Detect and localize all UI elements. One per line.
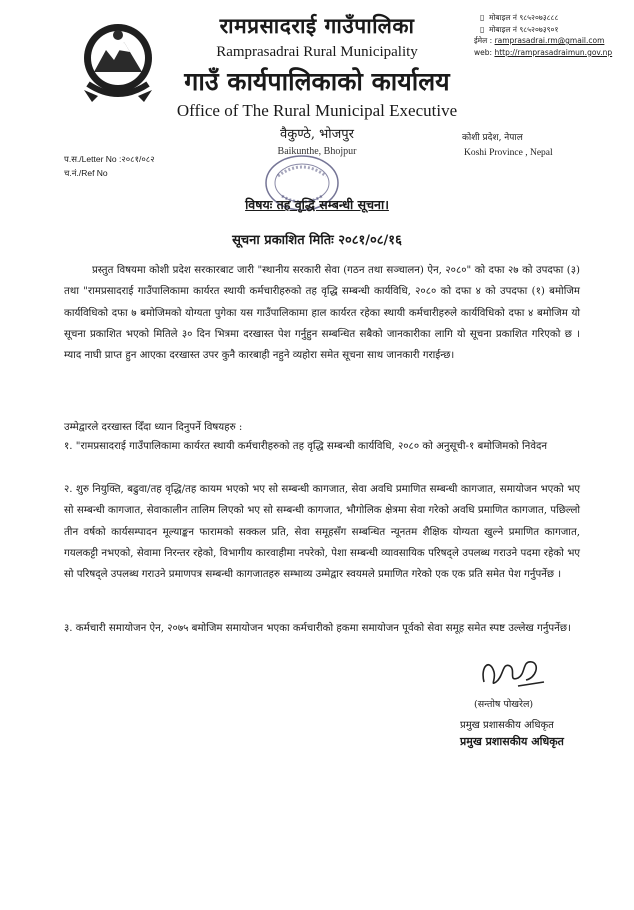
point-1: १. "रामप्रसादराई गाउँपालिकामा कार्यरत स्थायी कर्मचारीहरुको तह वृद्धि सम्बन्धी कार्यविधि, २०८० को अनुसूची-१ बमोजिमको निवेदन: [64, 441, 548, 452]
municipality-name-nepali: रामप्रसादराई गाउँपालिका: [219, 13, 415, 38]
notice-body: [64, 260, 580, 366]
location-english: Baikunthe, Bhojpur: [277, 146, 357, 157]
points-heading: उम्मेद्वारले दरखास्त दिँदा ध्यान दिनुपर्ने विषयहरु :: [64, 422, 243, 433]
email-line: ईमेल : ramprasadrai.rm@gmail.com: [474, 36, 605, 45]
office-name-nepali: गाउँ कार्यपालिकाको कार्यालय: [184, 67, 450, 96]
reference-block: [64, 152, 155, 180]
office-name-english: Office of The Rural Municipal Executive: [176, 101, 458, 120]
web-line: web: http://ramprasadraimun.gov.np: [474, 47, 613, 57]
municipality-name-english: Ramprasadrai Rural Municipality: [216, 44, 418, 60]
phone-icon: ▯: [480, 13, 485, 22]
signatory-title: प्रमुख प्रशासकीय अधिकृत: [460, 720, 554, 731]
mobile-line-1: ▯ मोबाइल नं ९८५२०७३८८८: [480, 13, 559, 22]
point-3: ३. कर्मचारी समायोजन ऐन, २०७५ बमोजिम समायोजन भएका कर्मचारीको हकमा समायोजन पूर्वको सेवा समूह समेत स्पष्ट उल्लेख गर्नुपर्नेछ।: [64, 623, 571, 634]
web-link[interactable]: http://ramprasadraimun.gov.np: [494, 47, 613, 57]
contact-block: [474, 12, 613, 58]
signature: [478, 652, 548, 694]
point-2: २. शुरु नियुक्ति, बढुवा/तह वृद्धि/तह कायम भएको भए सो सम्बन्धी कागजात, सेवा अवधि प्रमाणित सम्बन्धी कागजात, समायोजन भएको भए सो सम्बन्धी कागजात, सेवाकालीन तालिम लिएको भए सो सम्बन्धी कागजात, भौगोलिक क्षेत्रमा सेवा गरेको अवधि प्रमाणित कागजात, पछिल्लो तीन वर्षको कार्यसम्पादन मूल्याङ्कन फारामको सक्कल प्रति, सेवा समूहसँग सम्बन्धित न्यूनतम शैक्षिक योग्यता खुल्ने प्रमाणित कागजात, गयलकट्टी नभएको, सेवामा निरन्तर रहेको, विभागीय कारवाहीमा नपरेको, पेशा सम्बन्धी व्यावसायिक परिषद्ले उपलब्ध गराउने पदमा रहेको भए सो परिषद्ले उपलब्ध गराउने प्रमाणपत्र सम्बन्धी कागजातहरु सम्भाव्य उम्मेद्वार स्वयमले प्रमाणित गरेको एक एक प्रति समेत पेश गर्नुपर्नेछ ।: [64, 484, 580, 581]
signatory-name: (सन्तोष पोखरेल): [474, 699, 534, 710]
mobile-line-2: ▯ मोबाइल नं ९८५२०७३९०१: [480, 24, 559, 34]
publish-date: सूचना प्रकाशित मितिः २०८१/०८/१६: [232, 233, 402, 248]
subject-line: विषयः तह वृद्धि सम्बन्धी सूचना।: [245, 197, 389, 212]
province-english: Koshi Province , Nepal: [464, 148, 553, 158]
location-nepali: वैकुण्ठे, भोजपुर: [280, 127, 354, 142]
email-link[interactable]: ramprasadrai.rm@gmail.com: [494, 36, 605, 45]
letter-number: प.स./Letter No :२०८१/०८२: [64, 154, 155, 164]
ref-number: च.नं./Ref No: [64, 168, 108, 178]
phone-icon: ▯: [480, 24, 485, 34]
province-nepali: कोशी प्रदेश, नेपाल: [462, 133, 523, 143]
notice-body-text: प्रस्तुत विषयमा कोशी प्रदेश सरकारबाट जारी "स्थानीय सरकारी सेवा (गठन तथा सञ्चालन) ऐन, २०८०" को दफा २७ को उपदफा (३) तथा "रामप्रसादराई गाउँपालिकामा कार्यरत स्थायी कर्मचारीहरुको तह वृद्धि सम्बन्धी कार्यविधि, २०८० को दफा ४ को उपदफा (१) बमोजिम कार्यविधिको दफा ७ बमोजिमको योग्यता पुगेका यस गाउँपालिकामा हाल कार्यरत रहेका स्थायी कर्मचारीहरुले कार्यविधिको दफा ४ बमोजिम यो सूचना प्रकाशित भएको मितिले ३० दिन भित्रमा दरखास्त पेश गर्नुहुन सम्बन्धित सबैको जानकारीका लागि यो सूचना प्रकाशित गरिएको छ । म्याद नाघी प्राप्त हुन आएका दरखास्त उपर कुनै कारबाही नहुने व्यहोरा समेत सूचना साथ जानकारी गराईन्छ।: [64, 265, 580, 362]
signatory-title-stamp: प्रमुख प्रशासकीय अधिकृत: [460, 735, 564, 748]
